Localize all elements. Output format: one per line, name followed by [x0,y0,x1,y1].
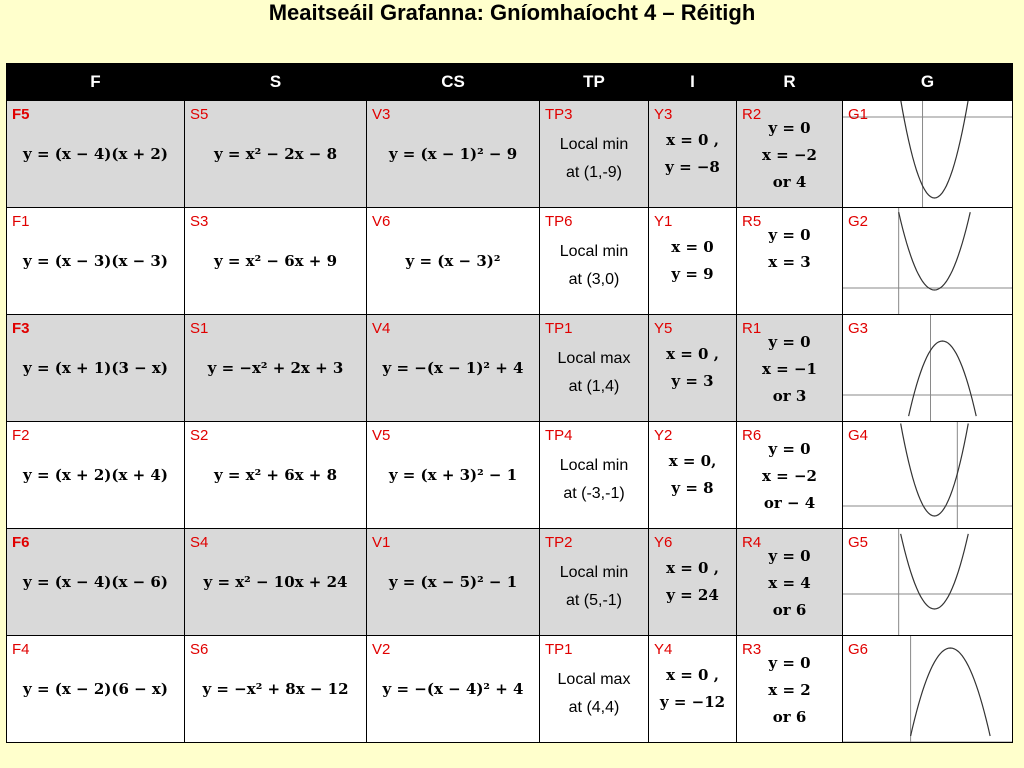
factored-equation: y = (x − 4)(x + 2) [23,145,168,163]
header-s: S [185,64,367,101]
standard-equation: y = x² − 10x + 24 [203,573,348,591]
i-code: Y2 [654,427,673,444]
g-code: G3 [848,320,869,337]
i-code: Y5 [654,320,673,337]
tp-code: TP3 [545,106,573,123]
table-row [7,208,1013,315]
tp-code: TP1 [545,641,573,658]
r-cell [737,208,843,315]
graph-curve [911,648,991,736]
s-code: S4 [190,534,209,551]
intercept-y: y = 24 [666,586,719,604]
header-f: F [7,64,185,101]
standard-equation: y = x² + 6x + 8 [213,466,338,484]
cs-cell [367,529,540,636]
cs-cell [367,422,540,529]
r-code: R5 [742,213,762,230]
table-row [7,636,1013,743]
tp-cell [540,208,649,315]
turning-point-type: Local min [559,243,629,260]
header-cs: CS [367,64,540,101]
cs-cell [367,101,540,208]
i-code: Y6 [654,534,673,551]
i-cell [649,315,737,422]
roots-x: x = −1 [762,360,817,378]
f-code: F6 [12,534,30,551]
f-code: F1 [12,213,30,230]
s-cell [185,208,367,315]
completed-square-equation: y = (x − 5)² − 1 [388,573,518,591]
f-code: F5 [12,106,30,123]
g-cell [843,422,1013,529]
g-code: G2 [848,213,869,230]
g-cell [843,101,1013,208]
roots-y: y = 0 [768,226,811,244]
f-cell [7,208,185,315]
standard-equation: y = −x² + 8x − 12 [202,680,349,698]
graph-curve [899,212,971,290]
turning-point-coords: at (1,4) [568,378,620,395]
i-cell [649,636,737,743]
roots-x: x = 2 [768,681,811,699]
page-title: Meaitseáil Grafanna: Gníomhaíocht 4 – Réitigh [268,0,756,25]
r-code: R4 [742,534,762,551]
tp-code: TP2 [545,534,573,551]
parabola-graph [843,636,1012,742]
roots-y: y = 0 [768,119,811,137]
roots-x: x = 4 [768,574,811,592]
i-cell [649,208,737,315]
cs-code: V6 [372,213,391,230]
roots-y: y = 0 [768,547,811,565]
completed-square-equation: y = (x − 3)² [405,252,501,270]
parabola-graph [843,529,1012,635]
factored-equation: y = (x − 4)(x − 6) [23,573,168,591]
intercept-y: y = 8 [671,479,714,497]
f-code: F3 [12,320,30,337]
f-code: F4 [12,641,30,658]
i-cell [649,422,737,529]
cs-cell [367,636,540,743]
intercept-y: y = −8 [665,158,720,176]
s-cell [185,315,367,422]
turning-point-coords: at (-3,-1) [563,485,625,502]
cs-code: V3 [372,106,391,123]
cs-cell [367,315,540,422]
completed-square-equation: y = −(x − 1)² + 4 [382,359,524,377]
roots-y: y = 0 [768,440,811,458]
turning-point-type: Local max [557,350,631,367]
turning-point-coords: at (4,4) [568,699,620,716]
roots-or: or 6 [772,601,807,619]
roots-y: y = 0 [768,654,811,672]
turning-point-coords: at (3,0) [568,271,620,288]
standard-equation: y = x² − 6x + 9 [213,252,338,270]
roots-x: x = −2 [762,467,817,485]
f-cell [7,529,185,636]
r-cell [737,101,843,208]
intercept-x: x = 0 , [666,559,719,577]
s-code: S6 [190,641,209,658]
r-cell [737,529,843,636]
intercept-y: y = 9 [671,265,714,283]
r-code: R6 [742,427,762,444]
graph-curve [909,341,977,416]
matching-table [6,63,1013,743]
roots-or: or 3 [772,387,807,405]
header-row [7,64,1013,101]
parabola-graph [843,422,1012,528]
g-cell [843,529,1013,636]
standard-equation: y = x² − 2x − 8 [213,145,338,163]
s-cell [185,101,367,208]
s-cell [185,422,367,529]
turning-point-type: Local min [559,457,629,474]
factored-equation: y = (x − 2)(6 − x) [23,680,168,698]
tp-cell [540,529,649,636]
completed-square-equation: y = (x − 1)² − 9 [388,145,518,163]
tp-code: TP1 [545,320,573,337]
header-r: R [737,64,843,101]
r-cell [737,422,843,529]
table-row [7,315,1013,422]
turning-point-coords: at (1,-9) [565,164,622,181]
r-code: R2 [742,106,762,123]
graph-curve [901,424,969,517]
header-tp: TP [540,64,649,101]
tp-cell [540,315,649,422]
roots-y: y = 0 [768,333,811,351]
graph-curve [901,101,969,198]
s-code: S5 [190,106,209,123]
i-code: Y1 [654,213,673,230]
completed-square-equation: y = (x + 3)² − 1 [388,466,518,484]
g-code: G6 [848,641,869,658]
s-code: S1 [190,320,209,337]
header-i: I [649,64,737,101]
header-g: G [843,64,1013,101]
r-code: R1 [742,320,762,337]
s-cell [185,636,367,743]
turning-point-type: Local max [557,671,631,688]
g-cell [843,315,1013,422]
tp-cell [540,636,649,743]
parabola-graph [843,208,1012,314]
g-cell [843,208,1013,315]
f-cell [7,422,185,529]
factored-equation: y = (x + 2)(x + 4) [23,466,168,484]
parabola-graph [843,101,1012,207]
roots-x: x = −2 [762,146,817,164]
completed-square-equation: y = −(x − 4)² + 4 [382,680,524,698]
roots-x: x = 3 [768,253,811,271]
f-cell [7,636,185,743]
cs-cell [367,208,540,315]
roots-or: or 4 [772,173,807,191]
f-code: F2 [12,427,30,444]
intercept-x: x = 0 , [666,131,719,149]
cs-code: V2 [372,641,391,658]
factored-equation: y = (x − 3)(x − 3) [23,252,168,270]
i-cell [649,101,737,208]
r-cell [737,315,843,422]
intercept-x: x = 0 [671,238,714,256]
tp-code: TP6 [545,213,573,230]
cs-code: V4 [372,320,391,337]
tp-cell [540,422,649,529]
g-code: G5 [848,534,869,551]
f-cell [7,315,185,422]
f-cell [7,101,185,208]
turning-point-type: Local min [559,564,629,581]
intercept-x: x = 0 , [666,666,719,684]
table-row [7,422,1013,529]
g-code: G1 [848,106,869,123]
s-code: S2 [190,427,209,444]
g-cell [843,636,1013,743]
table-row [7,529,1013,636]
table-row [7,101,1013,208]
standard-equation: y = −x² + 2x + 3 [207,359,344,377]
i-code: Y4 [654,641,673,658]
factored-equation: y = (x + 1)(3 − x) [23,359,168,377]
s-cell [185,529,367,636]
roots-or: or 6 [772,708,807,726]
i-cell [649,529,737,636]
roots-or: or − 4 [763,494,816,512]
cs-code: V1 [372,534,391,551]
tp-cell [540,101,649,208]
tp-code: TP4 [545,427,573,444]
r-cell [737,636,843,743]
turning-point-coords: at (5,-1) [565,592,622,609]
intercept-x: x = 0, [668,452,717,470]
cs-code: V5 [372,427,391,444]
r-code: R3 [742,641,762,658]
parabola-graph [843,315,1012,421]
intercept-x: x = 0 , [666,345,719,363]
intercept-y: y = 3 [671,372,714,390]
g-code: G4 [848,427,869,444]
graph-curve [901,534,969,609]
turning-point-type: Local min [559,136,629,153]
intercept-y: y = −12 [659,693,726,711]
s-code: S3 [190,213,209,230]
i-code: Y3 [654,106,673,123]
